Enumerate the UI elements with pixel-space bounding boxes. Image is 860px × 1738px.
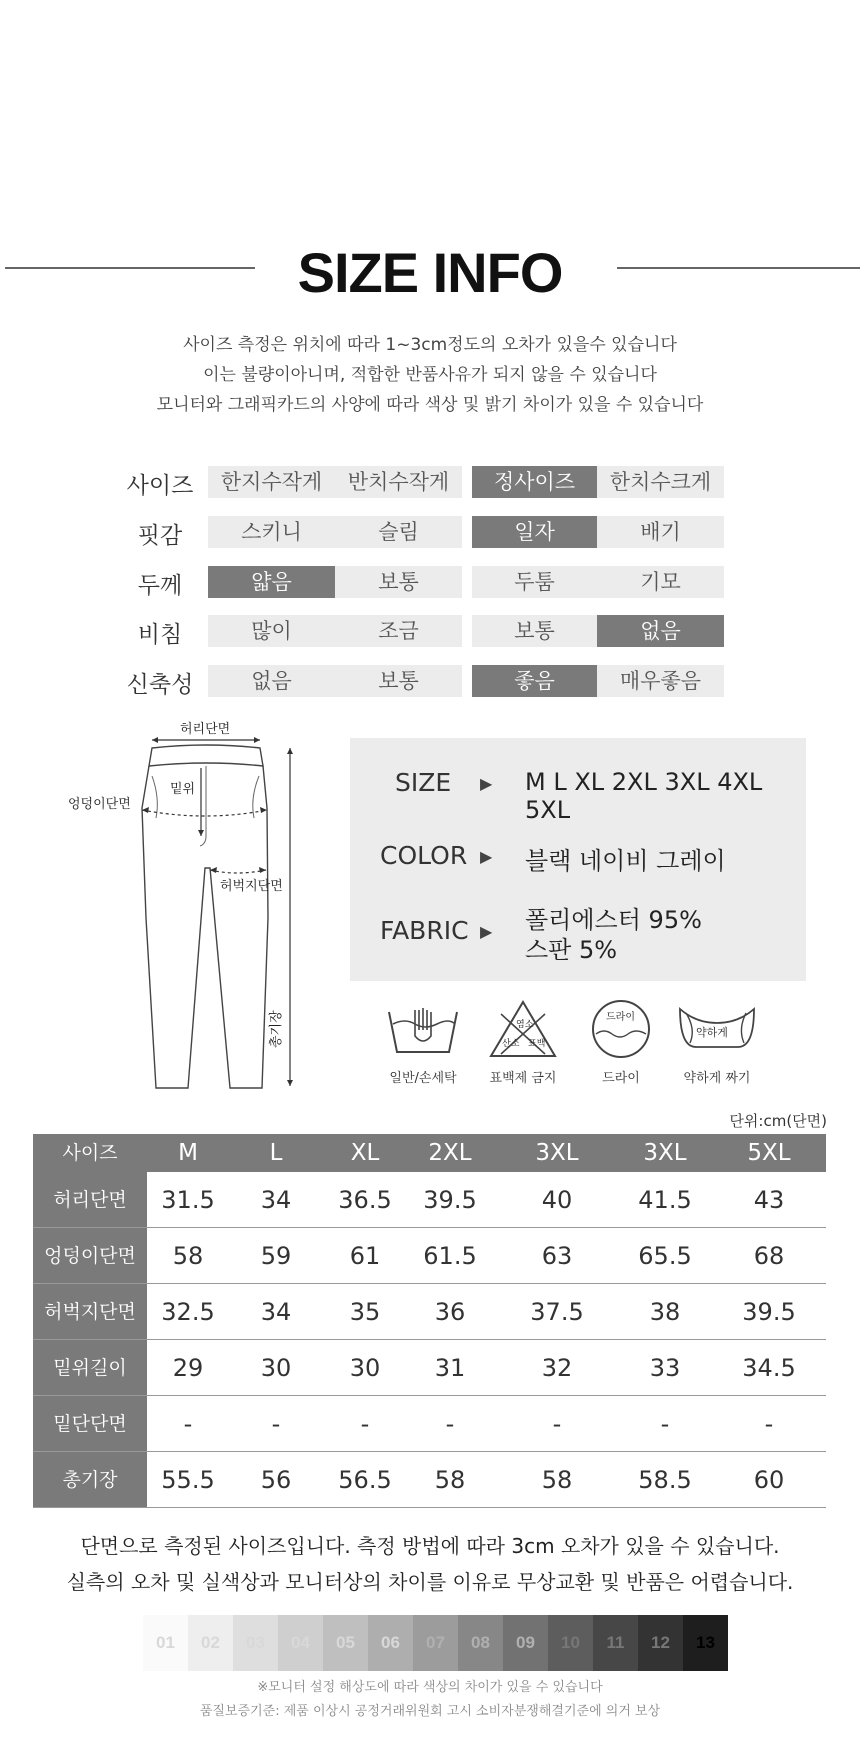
thigh-label: 허벅지단면 [220,879,283,894]
table-cell: 34 [260,1186,292,1214]
table-cell: 58 [541,1466,573,1494]
characteristic-option: 좋음 [472,665,597,697]
table-cell: 43 [753,1186,785,1214]
arrow-icon: ▶ [480,774,493,793]
table-column-header: 3XL [535,1140,579,1166]
pants-diagram [60,718,330,1098]
table-cell: - [552,1410,562,1438]
hip-label: 엉덩이단면 [68,797,131,812]
table-cell: 38 [649,1298,681,1326]
arrow-icon: ▶ [480,922,493,941]
table-cell: - [445,1410,455,1438]
color-swatch: 04 [278,1615,323,1671]
characteristic-option: 조금 [335,615,462,647]
bleach-inner-label: 산소 [502,1039,520,1049]
care-label: 표백제 금지 [489,1071,557,1086]
characteristic-option: 보통 [472,615,597,647]
table-row [33,1452,826,1508]
table-row-label: 엉덩이단면 [33,1228,147,1283]
info-color-key: COLOR [380,841,468,870]
table-header-row [33,1134,826,1172]
color-swatch: 06 [368,1615,413,1671]
info-fabric-key: FABRIC [380,916,469,945]
table-row-label: 밑단단면 [33,1396,147,1451]
color-swatch: 02 [188,1615,233,1671]
care-label: 일반/손세탁 [389,1071,457,1086]
characteristic-label: 신축성 [126,672,194,698]
table-row [33,1396,826,1452]
notice-line: 사이즈 측정은 위치에 따라 1~3cm정도의 오차가 있을수 있습니다 [183,335,677,355]
table-cell: - [660,1410,670,1438]
table-cell: 68 [753,1242,785,1270]
color-swatch: 11 [593,1615,638,1671]
color-swatch: 09 [503,1615,548,1671]
dry-inner-label: 드라이 [606,1012,635,1023]
notice-line: 모니터와 그래픽카드의 사양에 따라 색상 및 밝기 차이가 있을 수 있습니다 [156,395,704,415]
rise-label: 밑위 [170,782,196,797]
table-cell: - [271,1410,281,1438]
color-swatch: 10 [548,1615,593,1671]
notice-line: 이는 불량이아니며, 적합한 반품사유가 되지 않을 수 있습니다 [203,365,657,385]
characteristic-label: 비침 [137,622,183,648]
color-swatch: 13 [683,1615,728,1671]
footnote: ※모니터 설정 해상도에 따라 색상의 차이가 있을 수 있습니다 [257,1680,603,1695]
table-column-header: 5XL [747,1140,791,1166]
table-cell: 30 [260,1354,292,1382]
characteristic-option: 보통 [335,566,462,598]
characteristic-option: 얇음 [208,566,335,598]
table-cell: 31.5 [161,1186,215,1214]
table-cell: 39.5 [423,1186,477,1214]
table-cell: 63 [541,1242,573,1270]
characteristic-option: 배기 [597,516,724,548]
characteristic-option: 정사이즈 [472,466,597,498]
characteristic-label: 두께 [137,573,183,599]
characteristic-option: 일자 [472,516,597,548]
table-cell: 60 [753,1466,785,1494]
info-color-value: 블랙 네이비 그레이 [525,847,726,875]
info-size-value: M L XL 2XL 3XL 4XL 5XL [525,768,763,824]
table-cell: 56.5 [338,1466,392,1494]
table-cell: 40 [541,1186,573,1214]
table-column-header: L [269,1140,283,1166]
characteristic-option: 한지수작게 [208,466,335,498]
table-column-header: XL [350,1140,380,1166]
table-cell: 58 [172,1242,204,1270]
table-cell: 32 [541,1354,573,1382]
bleach-inner-label: 염소 [516,1020,534,1030]
bottom-note: 단면으로 측정된 사이즈입니다. 측정 방법에 따라 3cm 오차가 있을 수 있습니다. [80,1534,780,1558]
characteristic-option: 없음 [208,665,335,697]
table-column-header: M [178,1140,198,1166]
characteristic-option: 많이 [208,615,335,647]
care-label: 약하게 짜기 [683,1071,751,1086]
table-row [33,1228,826,1284]
table-cell: 55.5 [161,1466,215,1494]
table-cell: 58 [434,1466,466,1494]
table-cell: 61 [349,1242,381,1270]
table-cell: 65.5 [638,1242,692,1270]
table-row [33,1340,826,1396]
table-row [33,1172,826,1228]
characteristic-option: 두툼 [472,566,597,598]
info-fabric-value: 스판 5% [525,936,618,964]
table-row-label: 허리단면 [33,1172,147,1227]
color-swatch: 07 [413,1615,458,1671]
characteristic-option: 기모 [597,566,724,598]
unit-note: 단위:cm(단면) [729,1112,827,1130]
table-row-label: 밑위길이 [33,1340,147,1395]
table-column-header: 2XL [428,1140,472,1166]
characteristic-label: 핏감 [137,523,183,549]
table-row-label: 허벅지단면 [33,1284,147,1339]
color-swatch: 05 [323,1615,368,1671]
table-cell: 33 [649,1354,681,1382]
table-cell: 36.5 [338,1186,392,1214]
product-info-box [350,738,806,981]
hand-wash-icon [385,1002,461,1058]
table-cell: - [183,1410,193,1438]
info-fabric-value: 폴리에스터 95% [525,906,702,934]
color-swatch: 12 [638,1615,683,1671]
table-cell: 59 [260,1242,292,1270]
table-row [33,1284,826,1340]
table-cell: 36 [434,1298,466,1326]
characteristic-label: 사이즈 [126,473,194,499]
characteristic-option: 보통 [335,665,462,697]
footnote: 품질보증기준: 제품 이상시 공정거래위원회 고시 소비자분쟁해결기준에 의거 보상 [199,1704,661,1719]
table-cell: 30 [349,1354,381,1382]
color-swatch: 01 [143,1615,188,1671]
characteristic-option: 스키니 [208,516,335,548]
table-header-label: 사이즈 [33,1134,147,1172]
table-cell: 39.5 [742,1298,796,1326]
table-cell: 56 [260,1466,292,1494]
color-swatch: 08 [458,1615,503,1671]
table-cell: - [764,1410,774,1438]
page-title: SIZE INFO [297,241,563,304]
characteristic-option: 반치수작게 [335,466,462,498]
length-label: 총기장 [269,1010,284,1048]
characteristic-option: 한치수크게 [597,466,724,498]
color-swatch: 03 [233,1615,278,1671]
bottom-note: 실측의 오차 및 실색상과 모니터상의 차이를 이유로 무상교환 및 반품은 어렵습니다. [66,1570,794,1594]
table-cell: 29 [172,1354,204,1382]
info-size-key: SIZE [395,768,452,797]
table-row-label: 총기장 [33,1452,147,1507]
care-label: 드라이 [602,1071,640,1086]
characteristic-option: 없음 [597,615,724,647]
arrow-icon: ▶ [480,847,493,866]
table-cell: 31 [434,1354,466,1382]
characteristic-option: 매우좋음 [597,665,724,697]
table-cell: - [360,1410,370,1438]
characteristic-option: 슬림 [335,516,462,548]
table-cell: 61.5 [423,1242,477,1270]
wring-inner-label: 약하게 [696,1026,728,1039]
table-cell: 58.5 [638,1466,692,1494]
table-cell: 34 [260,1298,292,1326]
table-cell: 41.5 [638,1186,692,1214]
pants-outline-icon [60,718,330,1098]
bleach-inner-label: 표백 [528,1039,546,1049]
waist-label: 허리단면 [180,722,231,737]
table-column-header: 3XL [643,1140,687,1166]
table-cell: 35 [349,1298,381,1326]
table-cell: 32.5 [161,1298,215,1326]
table-cell: 37.5 [530,1298,584,1326]
table-cell: 34.5 [742,1354,796,1382]
